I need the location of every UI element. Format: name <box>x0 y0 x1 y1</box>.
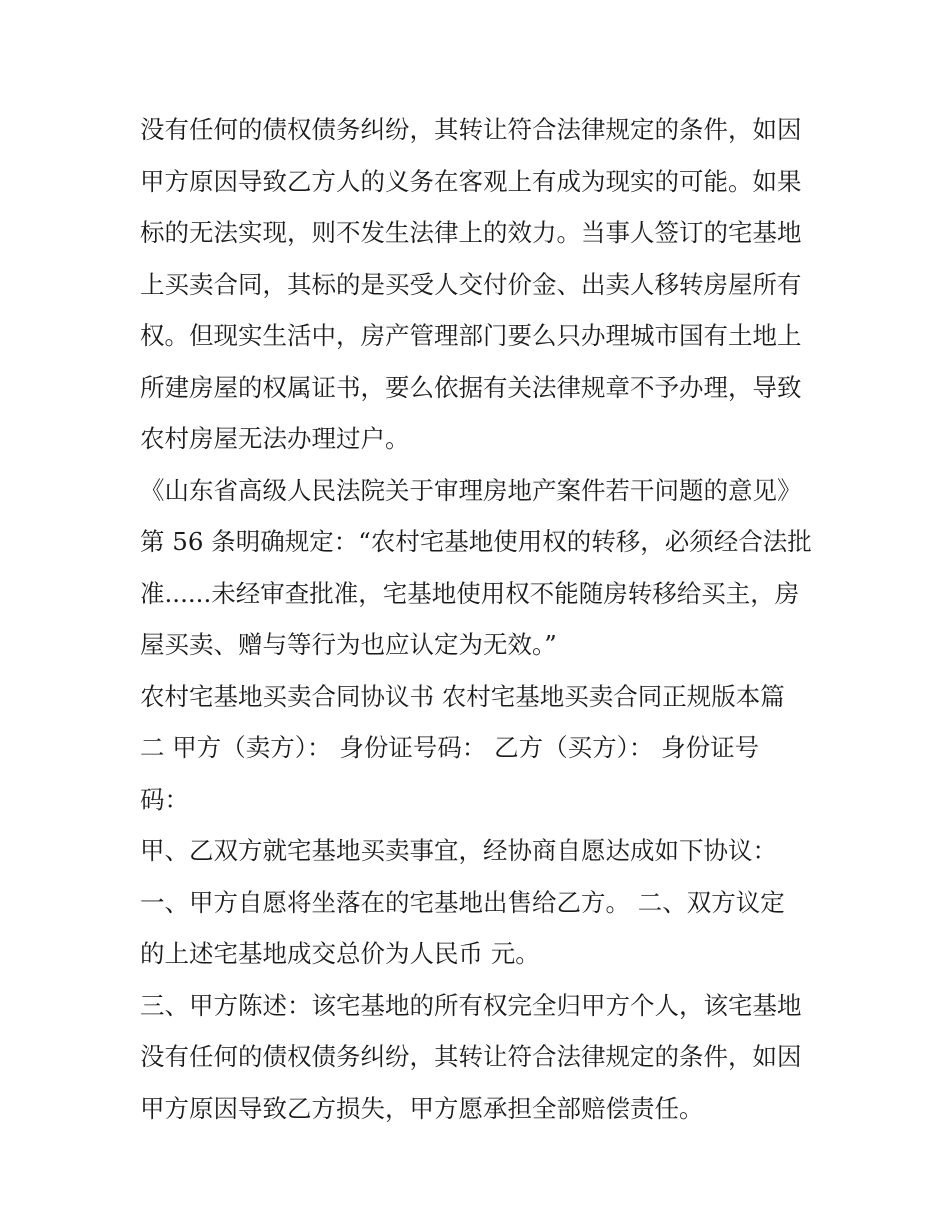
text-line: 屋买卖、赠与等行为也应认定为无效。” <box>140 630 557 659</box>
text-line: 甲方原因导致乙方损失，甲方愿承担全部赔偿责任。 <box>140 1093 704 1123</box>
text-line: 准......未经审查批准，宅基地使用权不能随房转移给买主，房 <box>140 578 800 608</box>
text-line: 所建房屋的权属证书，要么依据有关法律规章不予办理，导致 <box>140 372 802 402</box>
text-line: 三、甲方陈述：该宅基地的所有权完全归甲方个人，该宅基地 <box>140 990 802 1020</box>
document-body <box>140 104 820 1134</box>
text-line: 第 56 条明确规定：“农村宅基地使用权的转移，必须经合法批 <box>140 527 812 556</box>
text-line: 权。但现实生活中，房产管理部门要么只办理城市国有土地上 <box>140 321 802 350</box>
text-line: 甲方原因导致乙方人的义务在客观上有成为现实的可能。如果 <box>140 166 802 196</box>
text-line: 码： <box>140 784 189 814</box>
text-line: 的上述宅基地成交总价为人民币 元。 <box>140 939 540 968</box>
text-line: 标的无法实现，则不发生法律上的效力。当事人签订的宅基地 <box>140 218 802 247</box>
text-line: 《山东省高级人民法院关于审理房地产案件若干问题的意见》 <box>140 475 802 505</box>
text-line: 二 甲方（卖方）： 身份证号码： 乙方（买方）： 身份证号 <box>140 733 760 762</box>
text-line: 上买卖合同，其标的是买受人交付价金、出卖人移转房屋所有 <box>140 269 802 299</box>
text-line: 农村房屋无法办理过户。 <box>140 424 410 453</box>
text-line: 没有任何的债权债务纠纷，其转让符合法律规定的条件，如因 <box>140 1042 802 1071</box>
text-line: 农村宅基地买卖合同协议书 农村宅基地买卖合同正规版本篇 <box>140 681 785 711</box>
text-line: 甲、乙双方就宅基地买卖事宜，经协商自愿达成如下协议： <box>140 836 777 865</box>
text-line: 一、甲方自愿将坐落在的宅基地出售给乙方。 二、双方议定 <box>140 887 785 917</box>
text-line: 没有任何的债权债务纠纷，其转让符合法律规定的条件，如因 <box>140 115 802 144</box>
